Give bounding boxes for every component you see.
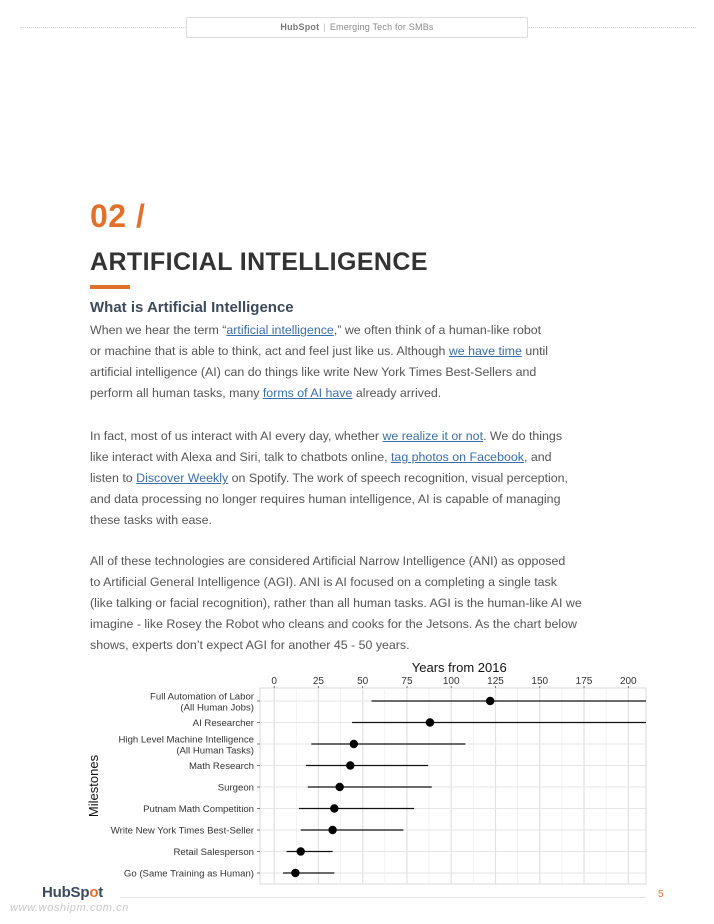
footer-rule (120, 897, 646, 898)
x-tick-label: 150 (531, 676, 549, 687)
text-line (90, 426, 620, 447)
milestone-label: Write New York Times Best-Seller (110, 825, 254, 837)
x-tick-label: 75 (401, 676, 413, 687)
text-run: In fact, most of us interact with AI every day, whether (90, 429, 383, 443)
milestone-label: (All Human Tasks) (176, 745, 254, 757)
text-line: All of these technologies are considered Artificial Narrow Intelligence (ANI) as opposed (90, 554, 566, 568)
median-point (335, 783, 343, 791)
link-tag-photos[interactable]: tag photos on Facebook (390, 450, 524, 464)
text-line: imagine - like Rosey the Robot who cleans and cooks for the Jetsons. As the chart below (90, 617, 577, 631)
milestone-label: Go (Same Training as Human) (123, 868, 254, 880)
link-discover-weekly[interactable]: Discover Weekly (136, 471, 229, 485)
text-run: already arrived. (352, 386, 442, 400)
text-run: until (521, 344, 549, 358)
text-line: to Artificial General Intelligence (AGI). ANI is AI focused on a completing a single task (90, 575, 557, 589)
median-point (328, 826, 336, 834)
text-line: these tasks with ease. (90, 513, 212, 527)
x-tick-label: 50 (357, 676, 369, 687)
text-run: like interact with Alexa and Siri, talk to chatbots online, (90, 450, 391, 464)
text-line (90, 383, 620, 404)
logo-text: HubSp (42, 884, 90, 901)
link-forms-of-ai[interactable]: forms of AI have (262, 386, 353, 400)
text-line (90, 341, 620, 362)
link-artificial-intelligence[interactable]: artificial intelligence (226, 323, 334, 337)
median-point (426, 718, 434, 726)
link-we-have-time[interactable]: we have time (448, 344, 522, 358)
median-point (346, 761, 354, 769)
paragraph-intro (90, 320, 620, 404)
median-point (297, 847, 305, 855)
milestone-label: Math Research (188, 761, 254, 772)
milestones-chart (84, 656, 654, 886)
link-we-realize-it[interactable]: we realize it or not (382, 429, 484, 443)
text-run: perform all human tasks, many (90, 386, 263, 400)
section-heading: What is Artificial Intelligence (90, 299, 294, 316)
milestone-label: Putnam Math Competition (143, 804, 254, 815)
header-subtitle: Emerging Tech for SMBs (329, 22, 434, 32)
paragraph-ani-agi (90, 551, 620, 656)
x-tick-label: 25 (312, 676, 324, 687)
text-line (90, 447, 620, 468)
hubspot-logo (42, 884, 103, 901)
median-point (330, 804, 338, 812)
text-run: . We do things (483, 429, 563, 443)
text-line: (like talking or facial recognition), rather than all human tasks. AGI is the human-like AI we (90, 596, 582, 610)
text-run: ,” we often think of a human-like robot (333, 323, 542, 337)
header-brand: HubSpot (280, 22, 320, 32)
paragraph-everyday-ai (90, 426, 620, 531)
chapter-number: 02 / (90, 198, 146, 234)
y-axis-title: Milestones (86, 754, 101, 818)
logo-sprocket: o (89, 884, 99, 901)
milestone-label: Retail Salesperson (173, 847, 254, 858)
text-line: artificial intelligence (AI) can do things like write New York Times Best-Sellers and (90, 365, 537, 379)
milestone-label: High Level Machine Intelligence (118, 734, 254, 746)
text-run: on Spotify. The work of speech recognition, visual perception, (228, 471, 568, 485)
text-line (90, 320, 620, 341)
x-tick-label: 100 (442, 676, 460, 687)
median-point (486, 697, 494, 705)
page-number: 5 (658, 889, 664, 900)
x-tick-label: 175 (575, 676, 593, 687)
logo-text: t (98, 884, 104, 901)
median-point (350, 740, 358, 748)
x-tick-label: 200 (619, 676, 637, 687)
text-line: and data processing no longer requires human intelligence, AI is capable of managing (90, 492, 561, 506)
milestone-label: Surgeon (217, 782, 254, 794)
milestone-label: (All Human Jobs) (180, 702, 254, 714)
text-line (90, 468, 620, 489)
text-run: or machine that is able to think, act and feel just like us. Although (90, 344, 449, 358)
x-tick-label: 125 (487, 676, 504, 687)
text-line: shows, experts don’t expect AGI for another 45 - 50 years. (90, 638, 410, 652)
x-axis-title: Years from 2016 (411, 660, 507, 675)
text-run: , and (523, 450, 552, 464)
text-run: listen to (90, 471, 137, 485)
median-point (291, 869, 299, 877)
watermark: www.woshipm.com.cn (10, 902, 129, 914)
header-rule-right (528, 27, 696, 28)
title-accent-bar (90, 285, 130, 289)
chapter-title: ARTIFICIAL INTELLIGENCE (90, 248, 428, 276)
text-run: When we hear the term “ (90, 323, 227, 337)
x-tick-label: 0 (271, 676, 277, 687)
header-rule-left (20, 27, 186, 28)
header-separator: | (323, 22, 326, 32)
running-header (186, 17, 528, 38)
milestone-label: Full Automation of Labor (150, 691, 254, 703)
milestone-label: AI Researcher (192, 718, 254, 729)
